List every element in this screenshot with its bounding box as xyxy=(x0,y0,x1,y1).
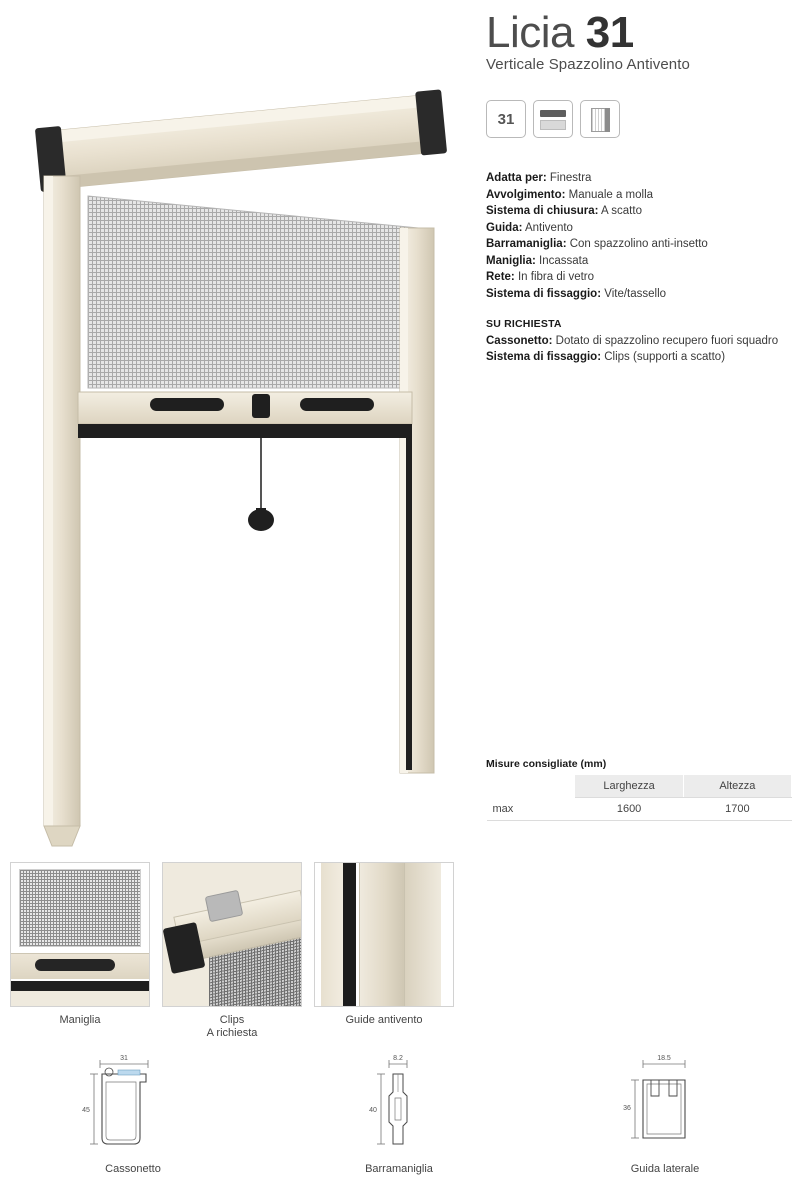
spec-value: Incassata xyxy=(539,254,589,267)
on-request-row xyxy=(486,349,796,366)
table-row xyxy=(487,798,792,821)
spec-row xyxy=(486,220,796,237)
thumbnail-row xyxy=(10,862,480,1040)
mesh-icon xyxy=(19,869,141,947)
spec-label: Adatta per: xyxy=(486,172,547,184)
spec-row xyxy=(486,236,796,253)
spec-value: Manuale a molla xyxy=(568,188,654,201)
technical-drawing-cassonetto xyxy=(0,1052,266,1175)
profile-badge-bottom-icon xyxy=(540,120,566,130)
handle-grip-icon xyxy=(35,959,115,971)
spec-row xyxy=(486,203,796,220)
on-request-label: Cassonetto: xyxy=(486,334,553,347)
spec-label: Sistema di chiusura: xyxy=(486,205,599,217)
thumbnail-guide xyxy=(314,862,454,1040)
barramaniglia-drawing xyxy=(359,1052,439,1157)
vertical-badge xyxy=(580,100,620,138)
profile-badge-top-icon xyxy=(540,110,566,117)
handle-dark-strip xyxy=(11,981,149,991)
title-bold: 31 xyxy=(585,8,634,57)
page-header xyxy=(486,8,796,73)
spec-label: Guida: xyxy=(486,221,523,234)
col-header-larghezza: Larghezza xyxy=(575,775,683,798)
technical-drawing-guida xyxy=(532,1052,798,1175)
spec-row xyxy=(486,286,796,303)
badge-group xyxy=(486,100,620,138)
spec-value: Antivento xyxy=(524,221,573,234)
spec-list xyxy=(486,170,796,366)
spec-row xyxy=(486,187,796,204)
page-subtitle: Verticale Spazzolino Antivento xyxy=(486,56,690,73)
col-header-altezza: Altezza xyxy=(683,775,791,798)
technical-drawing-barramaniglia xyxy=(266,1052,532,1175)
spec-value: A scatto xyxy=(601,205,642,217)
spec-row xyxy=(486,253,796,270)
guida-drawing xyxy=(615,1052,715,1157)
guide-slot xyxy=(343,863,356,1007)
guide-right-profile xyxy=(405,863,441,1007)
spec-value: Con spazzolino anti-insetto xyxy=(569,238,708,250)
title-light: Licia xyxy=(486,8,586,57)
thumbnail-maniglia xyxy=(10,862,150,1040)
barramaniglia-height-label: 40 xyxy=(369,1107,377,1114)
cassonetto-width-label: 31 xyxy=(120,1055,128,1062)
table-header-row xyxy=(487,775,792,798)
guide-main-profile xyxy=(359,863,405,1007)
thumbnail-guide-image xyxy=(314,862,454,1007)
product-svg xyxy=(0,0,480,860)
thumbnail-maniglia-image xyxy=(10,862,150,1007)
measures-table xyxy=(486,774,792,821)
spec-label: Avvolgimento: xyxy=(486,188,566,201)
row-label-max: max xyxy=(487,798,575,821)
technical-drawings-row xyxy=(0,1052,800,1175)
on-request-value: Dotato di spazzolino recupero fuori squadro xyxy=(555,334,779,347)
measures-title: Misure consigliate (mm) xyxy=(486,758,607,770)
cassonetto-height-label: 45 xyxy=(82,1107,90,1114)
handle-bottom-strip xyxy=(11,991,149,1007)
thumbnail-caption: Maniglia xyxy=(59,1014,101,1026)
spec-label: Rete: xyxy=(486,271,515,283)
row-value-altezza: 1700 xyxy=(683,798,791,821)
spec-label: Sistema di fissaggio: xyxy=(486,287,602,300)
measures-section xyxy=(486,758,792,821)
thumbnail-caption-line1: Clips xyxy=(219,1014,245,1026)
page-title xyxy=(486,8,796,58)
on-request-label: Sistema di fissaggio: xyxy=(486,351,602,363)
on-request-value: Clips (supporti a scatto) xyxy=(604,351,726,363)
size-badge xyxy=(486,100,526,138)
thumbnail-caption: Guide antivento xyxy=(345,1014,423,1026)
thumbnail-clips xyxy=(162,862,302,1040)
guida-height-label: 36 xyxy=(623,1105,631,1112)
spec-value: Vite/tassello xyxy=(604,287,667,300)
on-request-row xyxy=(486,333,796,350)
guida-width-label: 18.5 xyxy=(657,1055,671,1062)
thumbnail-clips-image xyxy=(162,862,302,1007)
spec-value: Finestra xyxy=(549,172,592,184)
size-badge-label: 31 xyxy=(497,110,515,128)
col-header-blank xyxy=(487,775,575,798)
technical-caption: Barramaniglia xyxy=(365,1163,433,1175)
thumbnail-caption xyxy=(162,1014,302,1040)
profile-badge xyxy=(533,100,573,138)
thumbnail-caption-line2: A richiesta xyxy=(206,1027,258,1039)
guide-left-profile xyxy=(321,863,343,1007)
technical-caption: Guida laterale xyxy=(630,1163,700,1175)
spec-label: Maniglia: xyxy=(486,254,536,267)
spec-label: Barramaniglia: xyxy=(486,238,567,250)
product-illustration xyxy=(0,0,480,860)
on-request-heading: SU RICHIESTA xyxy=(486,318,562,330)
spec-row xyxy=(486,170,796,187)
barramaniglia-width-label: 8.2 xyxy=(393,1055,403,1062)
technical-caption: Cassonetto xyxy=(105,1163,161,1175)
row-value-larghezza: 1600 xyxy=(575,798,683,821)
cassonetto-drawing xyxy=(78,1052,188,1157)
vertical-badge-icon xyxy=(591,108,610,132)
spec-row xyxy=(486,269,796,286)
spec-value: In fibra di vetro xyxy=(517,271,595,283)
